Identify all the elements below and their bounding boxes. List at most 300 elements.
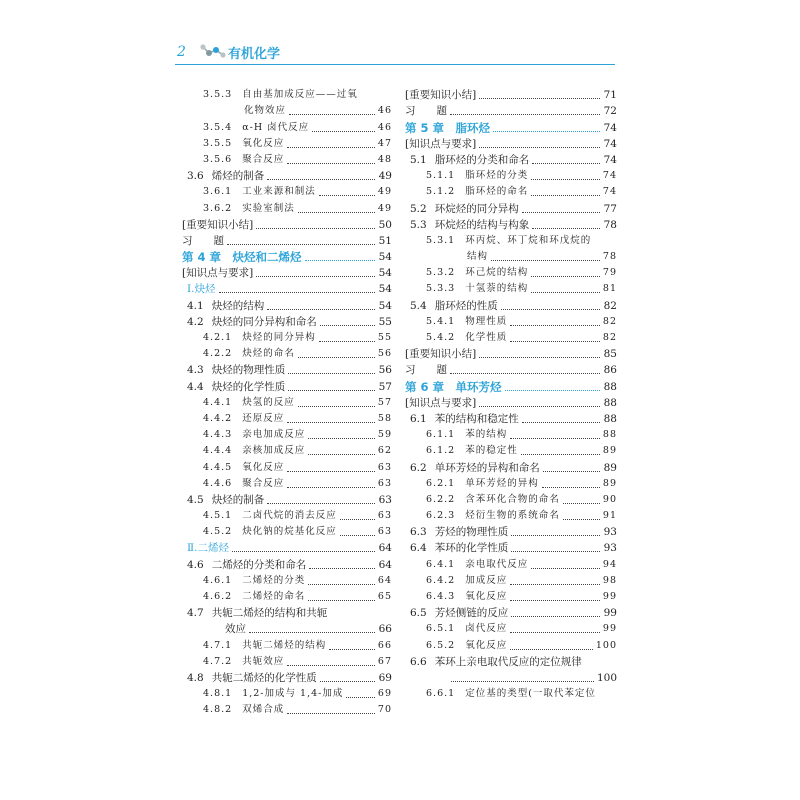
toc-section-number: 6.1.2	[426, 445, 456, 457]
toc-entry	[405, 199, 617, 215]
toc-entry-title: 单环芳烃的异构和命名	[434, 461, 540, 474]
toc-section-number: 5.1.2	[426, 186, 456, 198]
toc-dot-leader	[309, 568, 375, 569]
toc-entry	[182, 523, 392, 539]
toc-entry	[182, 426, 392, 442]
toc-page-number: 66	[378, 623, 392, 636]
toc-entry	[182, 701, 392, 717]
toc-section-number: 4.4.3	[203, 429, 233, 441]
toc-section-number: 4.7.1	[203, 639, 233, 651]
toc-entry-title: 卤代反应	[465, 623, 508, 635]
toc-dot-leader	[451, 681, 594, 682]
toc-dot-leader	[479, 357, 600, 358]
toc-entry	[182, 636, 392, 652]
toc-dot-leader	[505, 390, 600, 391]
toc-section-number: 6.2.2	[426, 493, 456, 505]
toc-page-number: 69	[378, 671, 392, 684]
toc-dot-leader	[563, 503, 600, 504]
toc-section-number: 5.1	[410, 153, 427, 166]
toc-entry	[405, 232, 617, 248]
toc-page-number: 56	[377, 348, 392, 360]
toc-page-number: 64	[377, 574, 392, 586]
toc-entry	[182, 232, 392, 248]
toc-section-number: 4.8	[187, 671, 204, 684]
toc-column-right	[405, 86, 617, 701]
toc-entry-title: 炔烃的结构	[211, 299, 265, 312]
toc-entry-title: 习 题	[182, 234, 224, 247]
toc-section-number: 5.4	[410, 299, 427, 312]
toc-dot-leader	[543, 471, 600, 472]
toc-entry-title: 第 6 章 单环芳烃	[405, 379, 502, 394]
toc-entry-title: 苯的稳定性	[465, 445, 518, 457]
toc-entry-title: 芳烃侧链的反应	[434, 607, 509, 620]
toc-entry-title: 聚合反应	[242, 153, 285, 165]
toc-section-number: 4.6.1	[203, 574, 233, 586]
toc-entry-title: 共轭二烯烃的结构和共轭	[211, 607, 328, 620]
toc-entry	[182, 653, 392, 669]
toc-entry	[405, 86, 617, 102]
toc-section-number: 3.6.2	[203, 202, 233, 214]
toc-entry-title: 氧化反应	[465, 591, 508, 602]
toc-entry	[405, 620, 617, 636]
toc-dot-leader	[511, 616, 600, 617]
toc-entry-title: 共轭二烯烃的结构	[242, 639, 327, 651]
toc-page-number: 54	[378, 299, 392, 312]
toc-entry	[182, 620, 392, 636]
toc-entry-title: 自由基加成反应——过氧	[242, 89, 358, 101]
toc-section-number: 6.4.2	[426, 574, 456, 586]
toc-dot-leader	[521, 454, 600, 455]
toc-section-number: 6.4	[410, 542, 427, 555]
toc-section-number: 3.5.3	[203, 89, 233, 101]
toc-dot-leader	[287, 163, 375, 164]
toc-entry-title: 亲电加成反应	[242, 429, 306, 441]
toc-entry	[405, 329, 617, 345]
toc-page-number: 63	[378, 493, 392, 506]
toc-section-number: 6.5.1	[426, 623, 456, 635]
toc-entry	[182, 135, 392, 151]
toc-dot-leader	[298, 212, 375, 213]
toc-page-number: 57	[378, 380, 392, 393]
toc-entry	[405, 685, 617, 701]
toc-dot-leader	[288, 373, 375, 374]
toc-page-number: 54	[378, 267, 392, 280]
toc-chapter-heading	[405, 377, 617, 393]
toc-section-number: 5.3.2	[426, 267, 456, 279]
toc-entry	[405, 669, 617, 685]
toc-entry-title: 氧化反应	[242, 461, 285, 473]
toc-dot-leader	[501, 309, 600, 310]
toc-entry-title: 实验室制法	[242, 202, 295, 214]
toc-dot-leader	[267, 309, 375, 310]
toc-entry-title: 环烷烃的结构与构象	[434, 218, 530, 231]
toc-dot-leader	[531, 568, 600, 569]
toc-page-number: 74	[603, 137, 617, 150]
toc-dot-leader	[510, 632, 600, 633]
toc-entry-title: 习 题	[405, 105, 447, 118]
toc-entry	[405, 491, 617, 507]
toc-entry	[182, 86, 392, 102]
toc-page-number: 64	[378, 542, 392, 555]
toc-dot-leader	[298, 406, 375, 407]
toc-dot-leader	[287, 665, 375, 666]
toc-section-number: 6.5.2	[426, 639, 456, 651]
toc-section-number: 6.3	[410, 526, 427, 539]
toc-entry	[182, 604, 392, 620]
toc-column-left	[182, 86, 392, 717]
molecule-icon	[199, 42, 227, 62]
toc-dot-leader	[522, 212, 600, 213]
toc-section-number: 3.5.4	[203, 121, 233, 133]
toc-dot-leader	[308, 584, 375, 585]
toc-entry	[405, 410, 617, 426]
toc-page-number: 82	[602, 315, 617, 327]
toc-dot-leader	[287, 147, 375, 148]
toc-page-number: 79	[602, 267, 617, 279]
toc-page-number: 100	[595, 639, 617, 651]
toc-entry	[405, 604, 617, 620]
toc-entry	[405, 507, 617, 523]
toc-section-number: 4.5.1	[203, 510, 233, 522]
toc-dot-leader	[450, 373, 600, 374]
toc-entry-title: 脂环烃的性质	[434, 299, 498, 312]
toc-page-number: 64	[378, 558, 392, 571]
toc-dot-leader	[320, 681, 375, 682]
toc-entry	[405, 588, 617, 604]
toc-entry-title: 双烯合成	[242, 704, 285, 716]
toc-entry	[182, 199, 392, 215]
toc-entry-title: 亲电取代反应	[465, 558, 529, 570]
toc-page-number: 82	[603, 299, 617, 312]
toc-entry-title: [知识点与要求]	[405, 137, 477, 150]
toc-page-number: 74	[603, 153, 617, 166]
toc-section-number: 6.1.1	[426, 429, 456, 441]
toc-entry	[182, 280, 392, 296]
toc-entry-title: 环己烷的结构	[465, 267, 529, 279]
toc-entry-title: 第 5 章 脂环烃	[405, 120, 491, 135]
toc-page-number: 58	[377, 412, 392, 424]
toc-entry-title: 二烯烃的分类和命名	[211, 558, 307, 571]
toc-page-number: 71	[603, 89, 617, 102]
toc-page-number: 55	[378, 315, 392, 328]
toc-entry	[405, 636, 617, 652]
toc-dot-leader	[563, 519, 600, 520]
toc-page-number: 65	[377, 591, 392, 602]
toc-section-number: 3.6.1	[203, 186, 233, 198]
toc-page-number: 74	[602, 170, 617, 182]
toc-section-number: 3.5.5	[203, 137, 233, 149]
toc-page-number: 48	[377, 153, 392, 165]
toc-page-number: 100	[596, 671, 617, 684]
toc-section-number: 4.3	[187, 364, 204, 377]
toc-entry-title: 炔烃的物理性质	[211, 364, 286, 377]
toc-section-number: 5.1.1	[426, 170, 456, 182]
toc-page-number: 90	[602, 493, 617, 505]
toc-dot-leader	[288, 390, 375, 391]
toc-dot-leader	[510, 584, 600, 585]
toc-dot-leader	[287, 713, 375, 714]
toc-page-number: 50	[378, 218, 392, 231]
toc-entry	[405, 135, 617, 151]
page-header	[175, 40, 635, 70]
toc-entry-title: 单环芳烃的异构	[465, 477, 539, 489]
toc-entry	[405, 183, 617, 199]
toc-dot-leader	[256, 276, 375, 277]
toc-entry	[182, 458, 392, 474]
toc-section-number: 5.4.1	[426, 315, 456, 327]
toc-entry-title: 环丙烷、环丁烷和环戊烷的	[465, 234, 592, 246]
toc-page-number: 49	[378, 170, 392, 183]
toc-entry	[182, 491, 392, 507]
toc-entry	[405, 345, 617, 361]
toc-dot-leader	[532, 228, 600, 229]
toc-entry	[405, 296, 617, 312]
toc-entry	[405, 523, 617, 539]
toc-entry-title: 氧化反应	[242, 137, 285, 149]
toc-entry-title: 炔烃的制备	[211, 493, 265, 506]
toc-section-number: 4.5.2	[203, 526, 233, 538]
toc-dot-leader	[510, 649, 593, 650]
toc-entry	[182, 377, 392, 393]
toc-entry-title: 习 题	[405, 364, 447, 377]
toc-entry	[405, 653, 617, 669]
toc-entry-title: 苯的结构	[465, 429, 508, 441]
toc-entry	[405, 572, 617, 588]
toc-page-number: 69	[377, 688, 392, 700]
toc-entry	[182, 296, 392, 312]
toc-entry	[182, 183, 392, 199]
toc-section-number: 6.6	[410, 655, 427, 668]
toc-page-number: 99	[602, 591, 617, 602]
toc-entry	[182, 102, 392, 118]
toc-dot-leader	[340, 535, 375, 536]
toc-page-number: 55	[377, 332, 392, 343]
toc-page-number: 63	[377, 461, 392, 473]
toc-page-number: 77	[603, 202, 617, 215]
toc-entry	[405, 442, 617, 458]
toc-section-number: 4.4.6	[203, 477, 233, 489]
toc-dot-leader	[232, 551, 375, 552]
toc-section-number: 4.5	[187, 493, 204, 506]
toc-page-number: 91	[602, 510, 617, 522]
toc-entry-title: 二烯烃的分类	[242, 574, 306, 586]
toc-entry-title: 苯的结构和稳定性	[434, 412, 519, 425]
toc-entry	[405, 280, 617, 296]
toc-dot-leader	[319, 195, 375, 196]
toc-section-number: 6.2.1	[426, 477, 456, 489]
toc-entry-title: 炔烃的化学性质	[211, 380, 286, 393]
toc-page-number: 89	[602, 477, 617, 489]
toc-page-number: 85	[603, 348, 617, 361]
toc-entry-title: 脂环烃的分类	[465, 170, 529, 182]
toc-dot-leader	[493, 131, 600, 132]
toc-entry-title: 加成反应	[465, 574, 508, 586]
toc-dot-leader	[289, 114, 375, 115]
toc-page-number: 72	[603, 105, 617, 118]
toc-page-number: 63	[377, 526, 392, 538]
toc-dot-leader	[312, 131, 375, 132]
toc-dot-leader	[511, 535, 600, 536]
toc-entry	[405, 167, 617, 183]
toc-page-number: 54	[378, 251, 392, 264]
toc-entry	[405, 539, 617, 555]
toc-section-number: 6.1	[410, 412, 427, 425]
toc-entry	[182, 475, 392, 491]
toc-entry-title: 1,2-加成与 1,4-加成	[242, 688, 344, 700]
toc-section-number: 6.2.3	[426, 510, 456, 522]
toc-section-number: 5.4.2	[426, 332, 456, 343]
toc-entry	[182, 588, 392, 604]
toc-entry-title: 环烷烃的同分异构	[434, 202, 519, 215]
toc-page-number: 99	[602, 623, 617, 635]
toc-dot-leader	[298, 357, 375, 358]
toc-page-number: 56	[378, 364, 392, 377]
toc-section-number: 5.3.3	[426, 283, 456, 295]
toc-section-number: 4.1	[187, 299, 204, 312]
toc-entry-title: [知识点与要求]	[182, 267, 254, 280]
toc-section-number: 6.6.1	[426, 688, 456, 700]
toc-entry	[405, 151, 617, 167]
toc-dot-leader	[479, 98, 600, 99]
toc-entry	[405, 313, 617, 329]
toc-page-number: 78	[603, 218, 617, 231]
toc-page-number: 70	[377, 704, 392, 716]
toc-page-number: 82	[602, 332, 617, 343]
toc-page-number: 88	[602, 429, 617, 441]
toc-entry-title: 炔烃的同分异构	[242, 332, 316, 343]
toc-dot-leader	[510, 341, 600, 342]
toc-dot-leader	[319, 341, 375, 342]
toc-entry-title: 化物效应	[244, 105, 287, 117]
toc-entry-title: [重要知识小结]	[182, 218, 254, 231]
toc-entry-title: Ⅱ.二烯烃	[187, 542, 229, 555]
toc-dot-leader	[450, 114, 600, 115]
toc-section-number: 4.2	[187, 315, 204, 328]
toc-page-number: 99	[603, 607, 617, 620]
toc-section-number: 4.2.2	[203, 348, 233, 360]
toc-entry	[405, 216, 617, 232]
toc-dot-leader	[346, 697, 375, 698]
toc-entry	[182, 345, 392, 361]
toc-entry	[182, 361, 392, 377]
toc-page-number: 88	[603, 412, 617, 425]
toc-page-number: 74	[603, 121, 617, 134]
toc-dot-leader	[267, 179, 375, 180]
toc-entry-title: 含苯环化合物的命名	[465, 493, 560, 505]
toc-entry-title: 脂环烃的命名	[465, 186, 529, 198]
toc-entry	[405, 394, 617, 410]
toc-entry-title: 二烯烃的命名	[242, 591, 306, 602]
toc-page-number: 66	[377, 639, 392, 651]
toc-entry	[182, 118, 392, 134]
toc-dot-leader	[305, 260, 375, 261]
toc-dot-leader	[287, 422, 375, 423]
toc-page-number: 81	[602, 283, 617, 295]
toc-section-number: 4.7.2	[203, 655, 233, 667]
toc-section-number: 4.8.2	[203, 704, 233, 716]
toc-entry-title: 炔化钠的烷基化反应	[242, 526, 337, 538]
toc-dot-leader	[329, 649, 375, 650]
toc-entry	[405, 361, 617, 377]
toc-section-number: 4.4.5	[203, 461, 233, 473]
toc-section-number: 6.5	[410, 607, 427, 620]
book-title: 有机化学	[228, 47, 281, 62]
toc-page-number: 74	[602, 186, 617, 198]
toc-entry-title: 烃衍生物的系统命名	[465, 510, 560, 522]
toc-section-number: 4.6.2	[203, 591, 233, 602]
toc-dot-leader	[510, 325, 600, 326]
toc-entry-title: 炔氢的反应	[242, 396, 295, 408]
toc-dot-leader	[308, 600, 375, 601]
toc-section-number: 3.5.6	[203, 153, 233, 165]
toc-section-number: 4.4	[187, 380, 204, 393]
toc-entry-title: Ⅰ.炔烃	[187, 283, 216, 296]
toc-page-number: 46	[377, 105, 392, 117]
toc-dot-leader	[219, 292, 376, 293]
toc-page-number: 47	[377, 137, 392, 149]
toc-page-number: 49	[377, 186, 392, 198]
toc-chapter-heading	[182, 248, 392, 264]
toc-entry-title: 定位基的类型(一取代苯定位	[465, 688, 596, 700]
toc-entry-title: 氧化反应	[465, 639, 508, 651]
toc-page-number: 54	[378, 283, 392, 296]
toc-dot-leader	[511, 551, 600, 552]
toc-page-number: 88	[603, 380, 617, 393]
toc-dot-leader	[340, 519, 375, 520]
toc-entry	[405, 248, 617, 264]
toc-dot-leader	[308, 438, 375, 439]
toc-entry	[182, 216, 392, 232]
toc-entry-title: 聚合反应	[242, 477, 285, 489]
toc-entry	[182, 410, 392, 426]
toc-entry-title: 工业来源和制法	[242, 186, 316, 198]
page-number: 2	[177, 44, 186, 60]
toc-entry	[182, 394, 392, 410]
toc-page-number: 63	[377, 510, 392, 522]
toc-dot-leader	[510, 438, 600, 439]
toc-dot-leader	[256, 228, 375, 229]
toc-page-number: 89	[603, 461, 617, 474]
toc-entry	[182, 329, 392, 345]
toc-entry	[182, 264, 392, 280]
toc-entry-title: 苯环上亲电取代反应的定位规律	[434, 655, 582, 668]
toc-dot-leader	[479, 147, 600, 148]
toc-page-number: 89	[602, 445, 617, 457]
toc-entry-title: [知识点与要求]	[405, 396, 477, 409]
toc-entry-title: 脂环烃的分类和命名	[434, 153, 530, 166]
toc-entry	[182, 507, 392, 523]
toc-dot-leader	[308, 454, 375, 455]
toc-entry-title: 亲核加成反应	[242, 445, 306, 457]
toc-page-number: 93	[603, 542, 617, 555]
toc-entry-title: 还原反应	[242, 412, 285, 424]
toc-entry	[405, 458, 617, 474]
toc-dot-leader	[531, 179, 600, 180]
toc-section-number: 6.4.1	[426, 558, 456, 570]
toc-page-number: 88	[603, 396, 617, 409]
toc-entry-title: 十氢萘的结构	[465, 283, 529, 295]
toc-entry-title: 炔烃的同分异构和命名	[211, 315, 317, 328]
toc-section-number: 4.4.4	[203, 445, 233, 457]
toc-entry-title: 共轭二烯烃的化学性质	[211, 671, 317, 684]
toc-entry	[405, 102, 617, 118]
toc-page-number: 78	[602, 251, 617, 263]
toc-page-number: 51	[378, 234, 392, 247]
toc-entry	[182, 669, 392, 685]
toc-entry-title: [重要知识小结]	[405, 348, 477, 361]
toc-section-number: 4.8.1	[203, 688, 233, 700]
toc-entry-title: 炔烃的命名	[242, 348, 295, 360]
